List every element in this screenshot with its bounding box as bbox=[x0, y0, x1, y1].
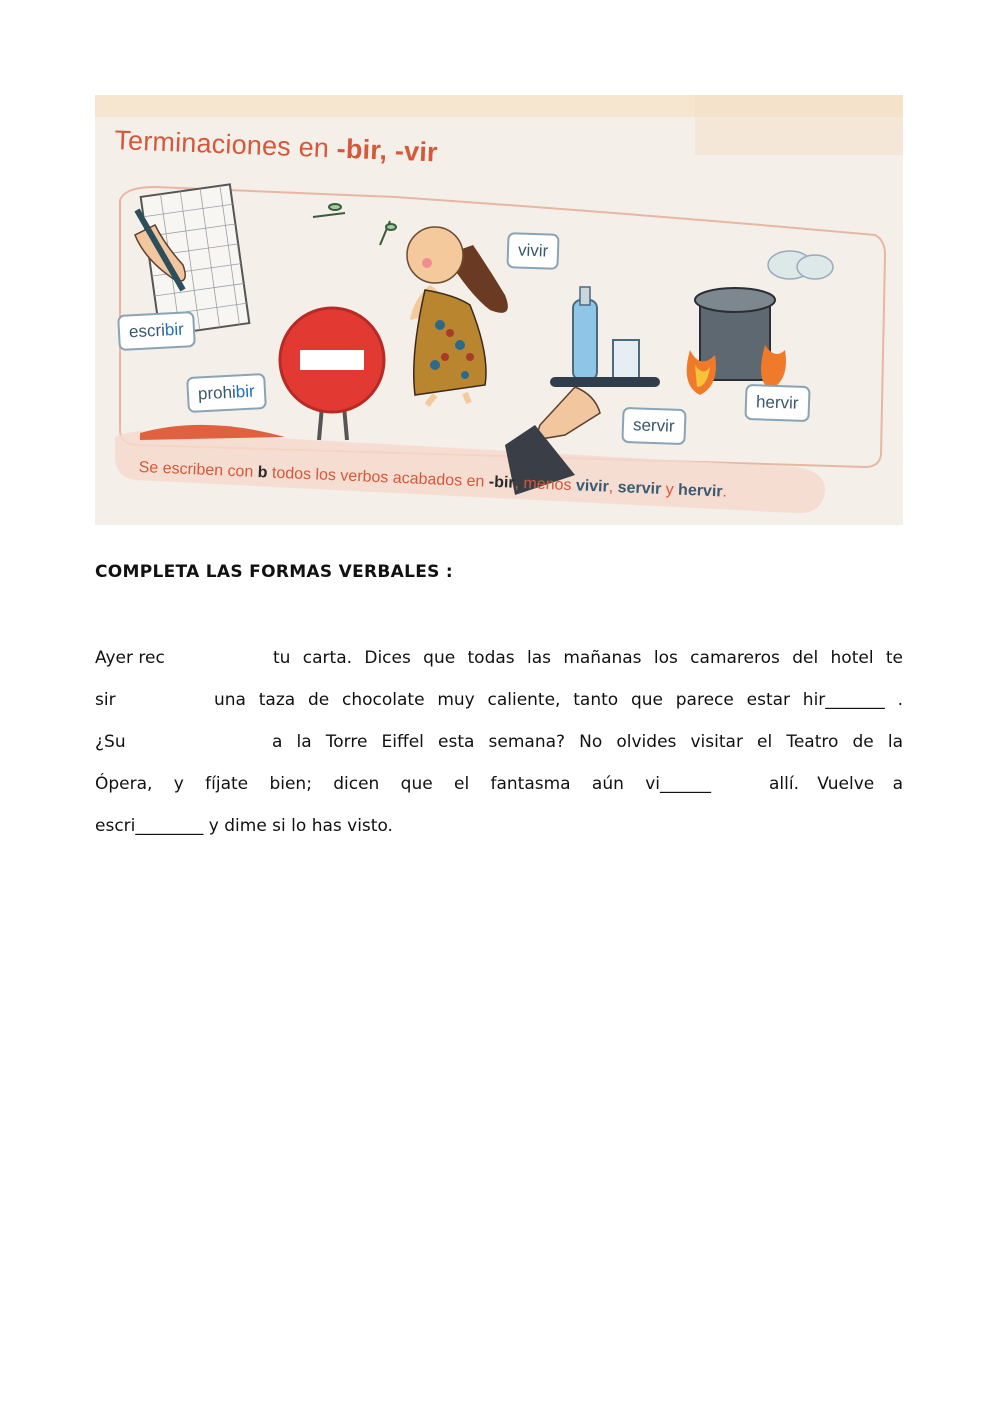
label-hervir: hervir bbox=[744, 384, 810, 422]
line1-start: Ayer rec bbox=[95, 648, 165, 668]
line3-start: ¿Su bbox=[95, 732, 126, 752]
line3-end: a la Torre Eiffel esta semana? No olvides visitar el Teatro de la bbox=[272, 732, 903, 752]
spelling-rule-text: Se escriben con b todos los verbos acabados en -bir, menos vivir, servir y hervir. bbox=[138, 459, 728, 501]
line4-start: Ópera, y fíjate bien; dicen que el fantasma aún vi______ bbox=[95, 774, 711, 794]
label-prohibir: prohibir bbox=[186, 373, 266, 413]
line2-start: sir bbox=[95, 690, 116, 710]
illustration-title: Terminaciones en -bir, -vir bbox=[113, 125, 439, 168]
line5: escri________ y dime si lo has visto. bbox=[95, 816, 393, 836]
line1-end: tu carta. Dices que todas las mañanas los camareros del hotel te bbox=[273, 648, 903, 668]
textbook-photo bbox=[95, 95, 903, 525]
label-vivir: vivir bbox=[506, 232, 559, 270]
line2-end: una taza de chocolate muy caliente, tanto que parece estar hir_______ . bbox=[214, 690, 903, 710]
line4-end: allí. Vuelve a bbox=[769, 774, 903, 794]
label-escribir: escribir bbox=[117, 311, 196, 351]
exercise-heading: COMPLETA LAS FORMAS VERBALES : bbox=[95, 562, 454, 582]
label-servir: servir bbox=[621, 407, 686, 445]
exercise-paragraph bbox=[95, 648, 903, 848]
